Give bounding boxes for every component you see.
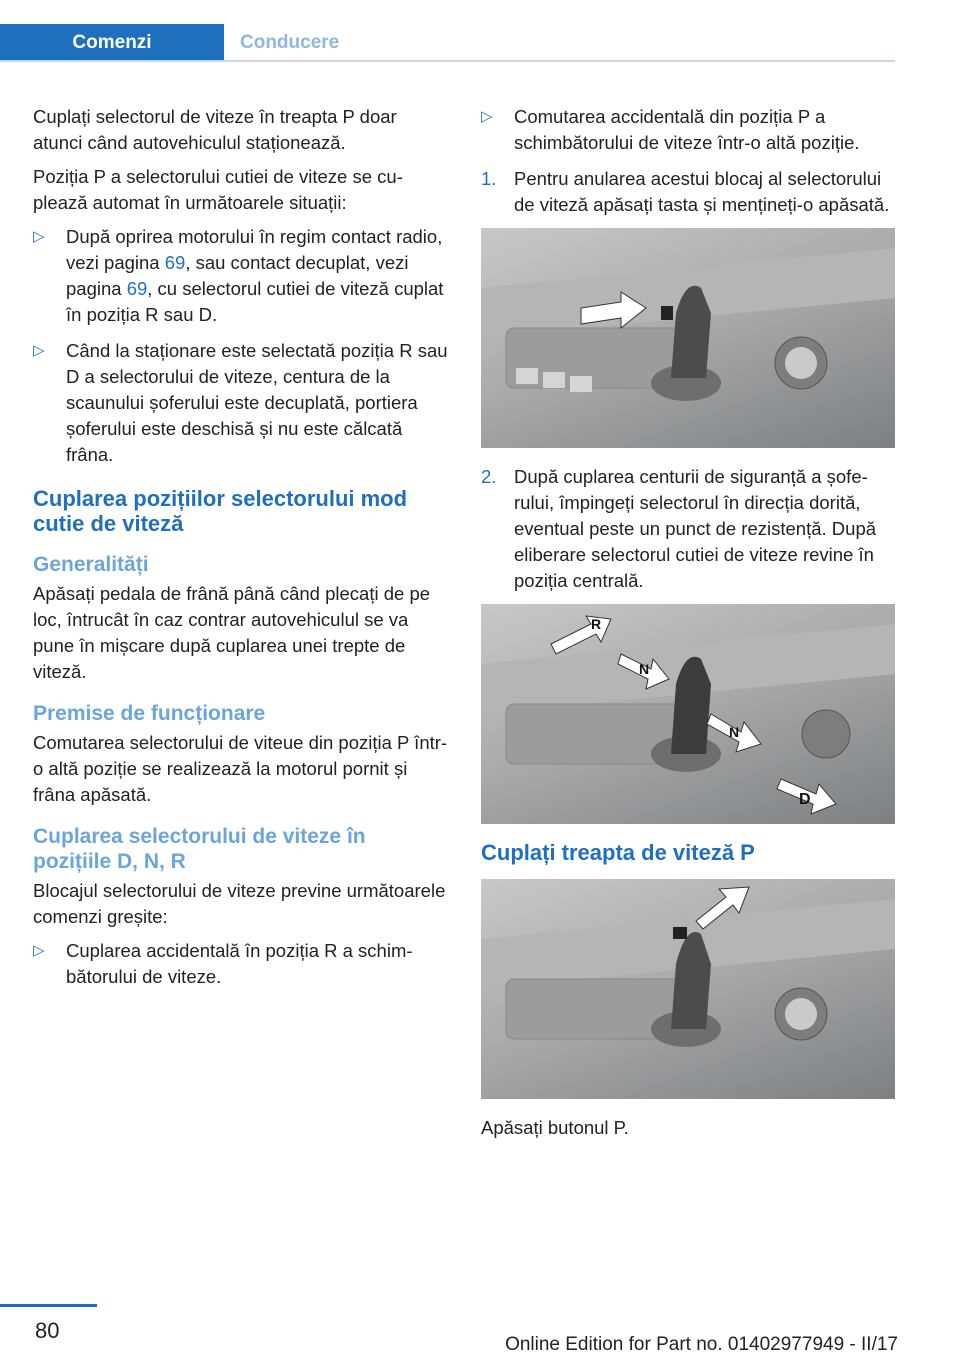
bullet-marker-icon: ▷: [33, 342, 45, 359]
bullet-marker-icon: ▷: [33, 942, 45, 959]
step-2: 2. După cuplarea centurii de siguranță a șoferului, împingeți selectorul în direcția dorită, eventual peste un punct de rezistență. După eliberare selectorul cutiei de viteze revine în poziția centrală.: [481, 466, 877, 591]
tab-conducere[interactable]: Conducere: [240, 32, 340, 53]
paragraph-premise: Comutarea selectorului de viteue din poziția P într-o altă poziție se realizează la motorul pornit și frâna apăsată.: [33, 732, 448, 805]
right-column: [481, 104, 895, 1149]
heading-park: Cuplați treapta de viteză P: [481, 840, 755, 865]
header-divider: [0, 60, 895, 62]
heading-cuplare-selector: Cuplarea selectorului de viteze în pozițiile D, N, R: [33, 825, 366, 873]
heading-generalitati: Generalități: [33, 553, 149, 576]
gear-selector-unlock-image: [481, 228, 895, 448]
footer-rule: [0, 1304, 97, 1307]
tab-comenzi[interactable]: Comenzi: [0, 24, 224, 62]
label-n-lower: N: [729, 724, 740, 740]
paragraph-blocaj: Blocajul selectorului de viteze previne următoarele comenzi greșite:: [33, 880, 446, 927]
label-r: R: [591, 616, 602, 632]
bullet-marker-icon: ▷: [33, 228, 45, 245]
park-button-image: [481, 879, 895, 1099]
paragraph-auto-park: Poziția P a selectorului cutiei de viteze se cuplează automat în următoarele situații:: [33, 166, 403, 213]
heading-premise: Premise de funcționare: [33, 702, 266, 725]
label-n-upper: N: [639, 661, 650, 677]
bullet-accidental-r: ▷ Cuplarea accidentală în poziția R a schimbătorului de viteze.: [33, 940, 413, 987]
header-tabs: [0, 24, 448, 62]
bullet-marker-icon: ▷: [481, 108, 493, 125]
label-d: D: [799, 791, 811, 808]
bullet-accidental-p: ▷ Comutarea accidentală din poziția P a schimbătorului de viteze într-o altă poziție.: [481, 106, 860, 153]
page-number: 80: [35, 1318, 60, 1343]
gear-selector-positions-image: [481, 604, 895, 824]
edition-note: Online Edition for Part no. 01402977949 - II/17: [505, 1334, 898, 1355]
heading-cuplare-pozitii: Cuplarea pozițiilor selectorului mod cutie de viteză: [33, 486, 408, 536]
left-column: [33, 104, 448, 1000]
step-number: 1.: [481, 168, 497, 189]
page-link-69-second[interactable]: 69: [126, 278, 148, 299]
paragraph-generalitati: Apăsați pedala de frână până când plecați de pe loc, întrucât în caz contrar autovehiculul se va pune în mișcare după cuplarea unei trepte de viteză.: [33, 583, 431, 682]
step-1: 1. Pentru anularea acestui blocaj al selectorului de viteză apăsați tasta și mențineți-o apăsată.: [481, 168, 890, 215]
bullet-engine-off: ▷ După oprirea motorului în regim contact radio, vezi pagina 69, sau contact decuplat, vezi pagina 69, cu selectorul cutiei de viteză cuplat în poziția R sau D.: [33, 226, 444, 325]
paragraph-park-intro: Cuplați selectorul de viteze în treapta P doar atunci când autovehiculul staționează.: [33, 106, 397, 153]
bullet-stationary: ▷ Când la staționare este selectată poziția R sau D a selectorului de viteze, centura de la scaunului șoferului este decuplată, portiera șoferului este deschisă și nu este călcată frâna.: [33, 340, 448, 465]
paragraph-press-p: Apăsați butonul P.: [481, 1117, 629, 1138]
page-link-69[interactable]: 69: [164, 252, 186, 273]
step-number: 2.: [481, 466, 497, 487]
